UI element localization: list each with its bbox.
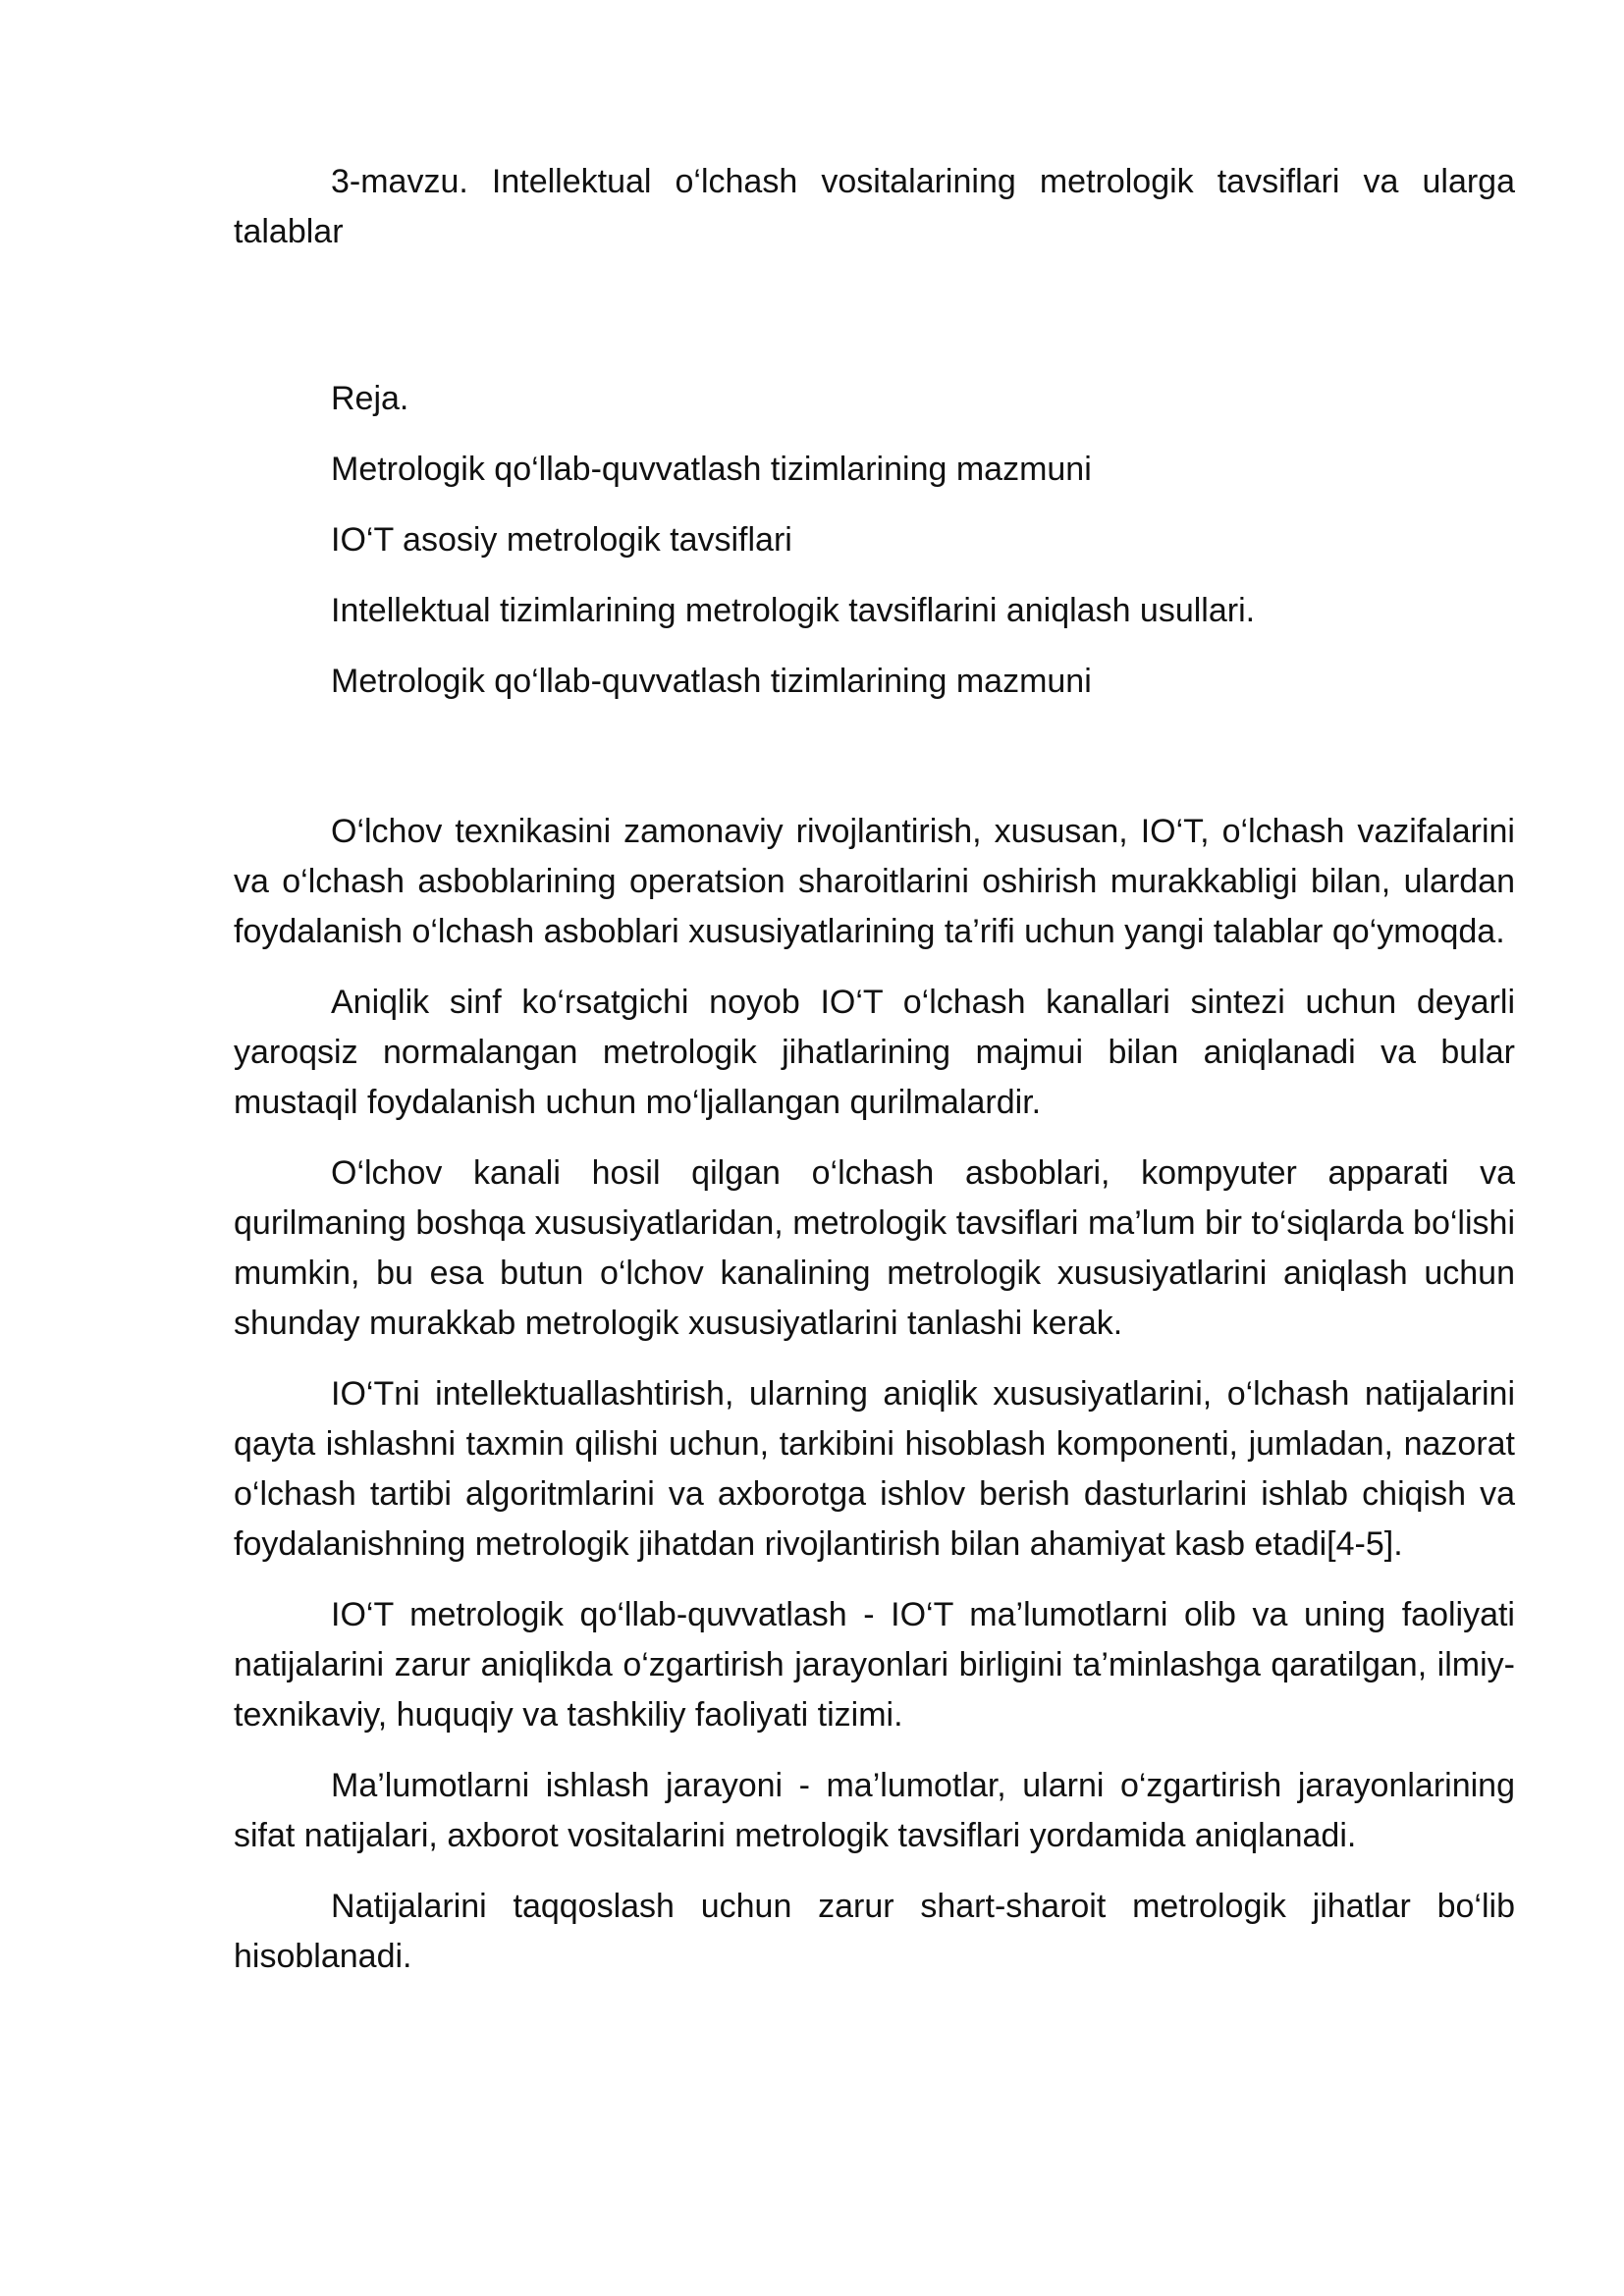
body-paragraph: O‘lchov kanali hosil qilgan o‘lchash asboblari, kompyuter apparati va qurilmaning boshqa xususiyatlaridan, metrologik tavsiflari ma’lum bir to‘siqlarda bo‘lishi mumkin, bu esa butun o‘lchov kanalining metrologik xususiyatlarini aniqlash uchun shunday murakkab metrologik xususiyatlarini tanlashi kerak. [234,1154,1515,1342]
plan-item: Metrologik qo‘llab-quvvatlash tizimlarining mazmuni [331,663,1092,700]
plan-item: Intellektual tizimlarining metrologik tavsiflarini aniqlash usullari. [331,592,1256,629]
plan-heading: Reja. [331,380,409,417]
body-paragraph: IO‘T metrologik qo‘llab-quvvatlash - IO‘T ma’lumotlarni olib va uning faoliyati natijalarini zarur aniqlikda o‘zgartirish jarayonlari birligini ta’minlashga qaratilgan, ilmiy-texnikaviy, huquqiy va tashkiliy faoliyati tizimi. [234,1596,1515,1734]
body-paragraph: O‘lchov texnikasini zamonaviy rivojlantirish, xususan, IO‘T, o‘lchash vazifalarini va o‘lchash asboblarining operatsion sharoitlarini oshirish murakkabligi bilan, ulardan foydalanish o‘lchash asboblari xususiyatlarining ta’rifi uchun yangi talablar qo‘ymoqda. [234,813,1515,950]
plan-section [234,374,1515,707]
body-paragraph: IO‘Tni intellektuallashtirish, ularning aniqlik xususiyatlarini, o‘lchash natijalarini qayta ishlashni taxmin qilishi uchun, tarkibini hisoblash komponenti, jumladan, nazorat o‘lchash tartibi algoritmlarini va axborotga ishlov berish dasturlarini ishlab chiqish va foydalanishning metrologik jihatdan rivojlantirish bilan ahamiyat kasb etadi[4-5]. [234,1375,1515,1563]
document-page [234,157,1515,2002]
body-paragraph: Aniqlik sinf ko‘rsatgichi noyob IO‘T o‘lchash kanallari sintezi uchun deyarli yaroqsiz normalangan metrologik jihatlarining majmui bilan aniqlanadi va bular mustaqil foydalanish uchun mo‘ljallangan qurilmalardir. [234,984,1515,1121]
body-paragraph: Natijalarini taqqoslash uchun zarur shart-sharoit metrologik jihatlar bo‘lib hisoblanadi. [234,1888,1515,1975]
topic-title: 3-mavzu. Intellektual o‘lchash vositalarining metrologik tavsiflari va ularga talablar [234,163,1515,250]
plan-item: Metrologik qo‘llab-quvvatlash tizimlarining mazmuni [331,451,1092,488]
body-paragraph: Ma’lumotlarni ishlash jarayoni - ma’lumotlar, ularni o‘zgartirish jarayonlarining sifat natijalari, axborot vositalarini metrologik tavsiflari yordamida aniqlanadi. [234,1767,1515,1854]
body-text [234,807,1515,1982]
plan-item: IO‘T asosiy metrologik tavsiflari [331,521,792,559]
